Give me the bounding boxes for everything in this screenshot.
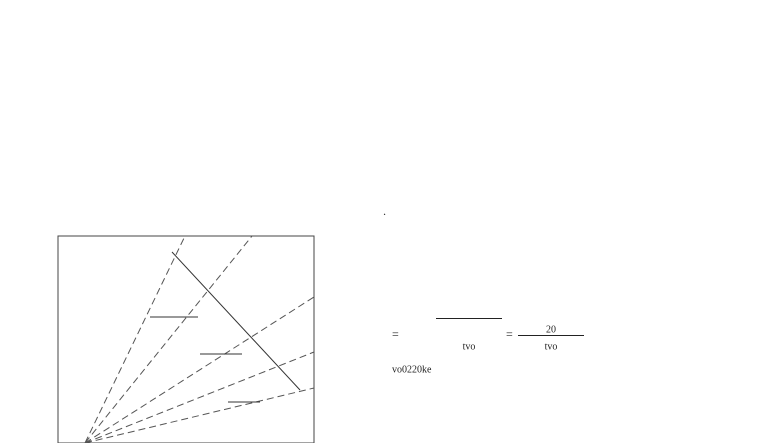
figure-caption: .: [383, 206, 386, 218]
fig4-line-4: [85, 352, 314, 443]
fig3-panels: [0, 0, 769, 200]
fig4-line-1: [85, 236, 185, 443]
fig4-line-3: [85, 297, 314, 443]
sowers-bracket: [172, 252, 300, 390]
fig4-line-2: [85, 236, 252, 443]
equation-9: = $_{tvo}$ = $_{20}$ $_{tvo}$: [392, 318, 632, 354]
body-paragraph: vo0220ke: [392, 364, 432, 376]
fig4-chart: [0, 230, 385, 443]
fig4-line-5: [85, 388, 314, 443]
eq9-num1: [436, 318, 502, 319]
